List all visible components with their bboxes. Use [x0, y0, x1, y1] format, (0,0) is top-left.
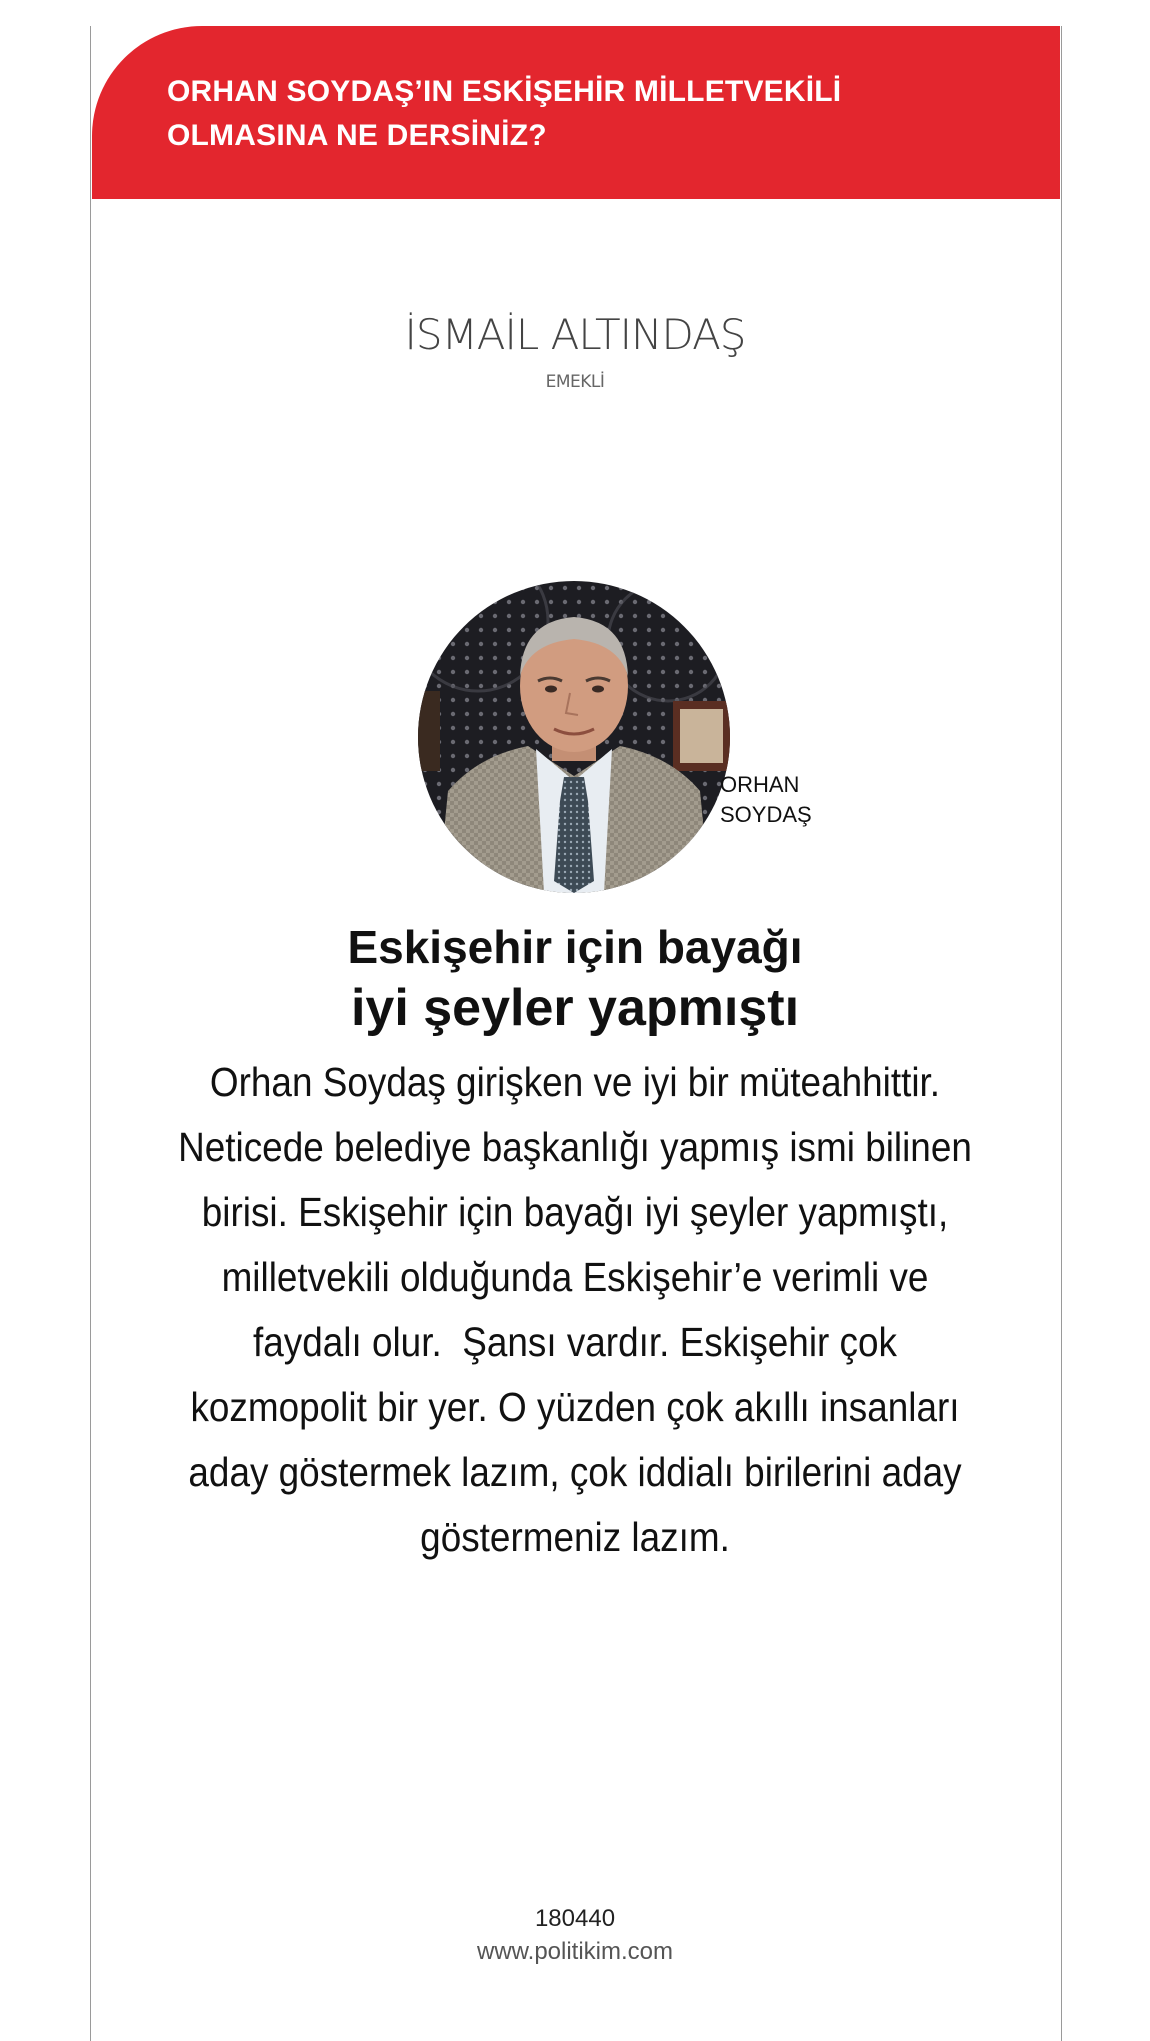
header-title-line-1: ORHAN SOYDAŞ’IN ESKİŞEHİR MİLLETVEKİLİ — [167, 75, 842, 108]
body-line: aday göstermek lazım, çok iddialı birilerini aday — [188, 1449, 962, 1495]
body-line: birisi. Eskişehir için bayağı iyi şeyler yapmıştı, — [201, 1189, 949, 1235]
header-title — [167, 70, 987, 158]
article-id: 180440 — [534, 1905, 616, 1932]
body-line: kozmopolit bir yer. O yüzden çok akıllı insanları — [190, 1384, 960, 1430]
header-title-line-2: OLMASINA NE DERSİNİZ? — [167, 119, 547, 152]
photo-caption-line-1: ORHAN — [720, 772, 800, 797]
article-body — [175, 1050, 976, 1570]
headline-line-2: iyi şeyler yapmıştı — [350, 979, 800, 1037]
headline-line-1: Eskişehir için bayağı — [347, 921, 803, 973]
site-url: www.politikim.com — [476, 1938, 674, 1965]
photo-caption — [720, 770, 860, 830]
author-name: İSMAİL ALTINDAŞ — [404, 310, 746, 359]
portrait-photo — [418, 581, 730, 893]
header-banner — [92, 26, 1060, 199]
body-line: Orhan Soydaş girişken ve iyi bir müteahhittir. — [209, 1059, 941, 1105]
body-line: faydalı olur. Şansı vardır. Eskişehir çok — [252, 1319, 897, 1365]
photo-caption-line-2: SOYDAŞ — [720, 802, 812, 827]
body-line: milletvekili olduğunda Eskişehir’e verimli ve — [221, 1254, 929, 1300]
author-role: EMEKLİ — [545, 372, 605, 392]
body-line: göstermeniz lazım. — [420, 1514, 730, 1560]
portrait-illustration — [418, 581, 730, 893]
body-line: Neticede belediye başkanlığı yapmış ismi bilinen — [178, 1124, 972, 1170]
